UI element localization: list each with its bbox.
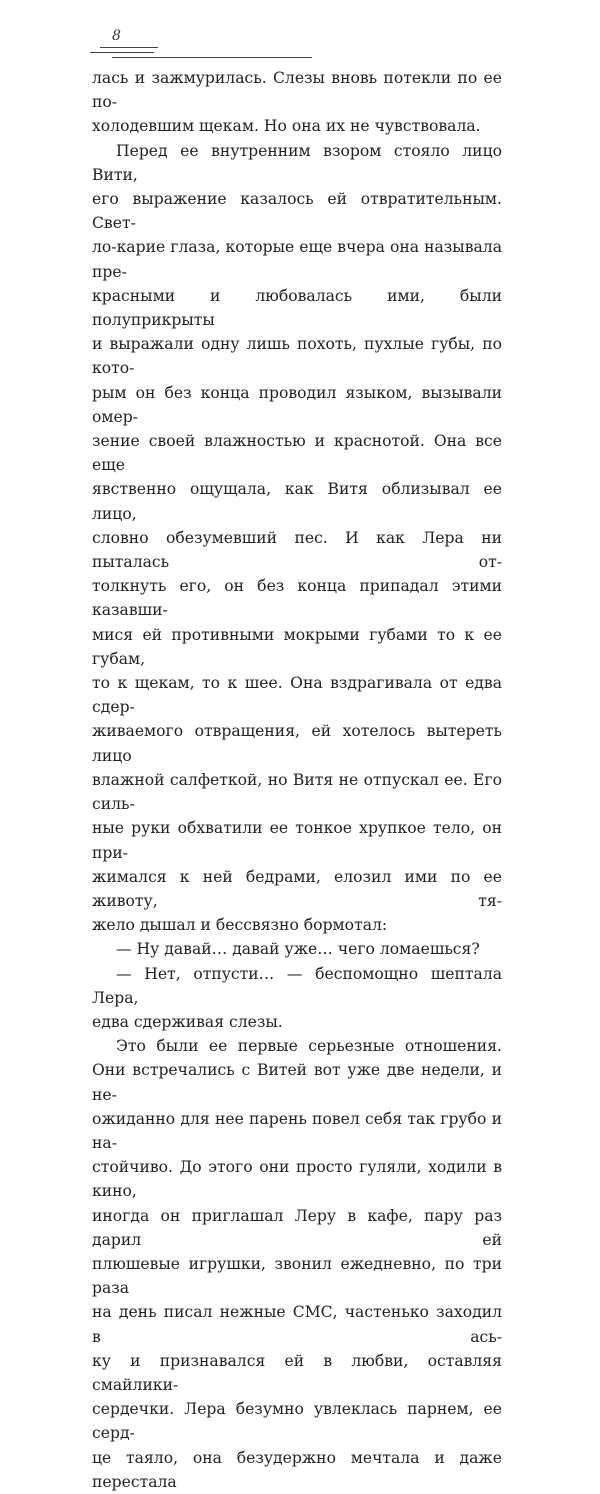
text-line: влажной салфеткой, но Витя не отпускал ее. Его силь- — [92, 770, 502, 814]
text-line: ло-карие глаза, которые еще вчера она называла пре- — [92, 238, 502, 281]
text-line: це таяло, она безудержно мечтала и даже перестала — [92, 1448, 502, 1491]
text-line: на день писал нежные СМС, частенько заходил в ась- — [92, 1303, 502, 1346]
text-line: живаемого отвращения, ей хотелось вытереть лицо — [92, 722, 502, 765]
text-line: — Ну давай… давай уже… чего ломаешься? — [116, 940, 480, 959]
text-line: Перед ее внутренним взором стояло лицо Вити, — [92, 141, 502, 184]
text-line: жимался к ней бедрами, елозил ими по ее животу, тя- — [92, 867, 502, 910]
header-rule — [100, 47, 158, 48]
text-line: то к щекам, то к шее. Она вздрагивала от едва сдер- — [92, 674, 502, 717]
text-line: плюшевые игрушки, звонил ежедневно, по три раза — [92, 1254, 502, 1298]
text-line: Они встречались с Витей вот уже две недели, и не- — [92, 1061, 502, 1104]
text-line: сердечки. Лера безумно увлеклась парнем, ее серд- — [92, 1400, 502, 1443]
header-rule — [90, 52, 154, 53]
text-line: — Нет, отпусти… — беспомощно шептала Лера, — [92, 964, 502, 1007]
text-line: ные руки обхватили ее тонкое хрупкое тело, он при- — [92, 819, 502, 862]
text-line: холодевшим щекам. Но она их не чувствовала. — [92, 117, 481, 136]
text-line: Это были ее первые серьезные отношения. — [116, 1037, 502, 1056]
text-line: иногда он приглашал Леру в кафе, пару раз дарил ей — [92, 1206, 502, 1249]
text-line: ку и признавался ей в любви, оставляя смайлики- — [92, 1351, 502, 1394]
text-line: толкнуть его, он без конца припадал этими казавши- — [92, 577, 502, 620]
running-header — [90, 28, 320, 68]
text-line: его выражение казалось ей отвратительным. Свет- — [92, 190, 502, 233]
text-line: красными и любовалась ими, были полуприкрыты — [92, 286, 502, 330]
text-line: лась и зажмурилась. Слезы вновь потекли по ее по- — [92, 69, 502, 112]
page-number: 8 — [112, 28, 121, 44]
text-line: жело дышал и бессвязно бормотал: — [92, 916, 388, 935]
text-line: явственно ощущала, как Витя облизывал ее лицо, — [92, 480, 502, 523]
text-line: рым он без конца проводил языком, вызывали омер- — [92, 383, 502, 426]
header-rule — [112, 57, 312, 58]
text-line: словно обезумевший пес. И как Лера ни пыталась от- — [92, 528, 502, 572]
text-line: мися ей противными мокрыми губами то к ее губам, — [92, 625, 502, 668]
text-line: стойчиво. До этого они просто гуляли, ходили в кино, — [92, 1158, 502, 1201]
text-line: и выражали одну лишь похоть, пухлые губы, по кото- — [92, 335, 502, 378]
text-line: ожиданно для нее парень повел себя так грубо и на- — [92, 1109, 502, 1152]
text-line: едва сдерживая слезы. — [92, 1012, 283, 1031]
text-line: зение своей влажностью и краснотой. Она все еще — [92, 432, 502, 475]
body-text — [92, 66, 502, 1494]
